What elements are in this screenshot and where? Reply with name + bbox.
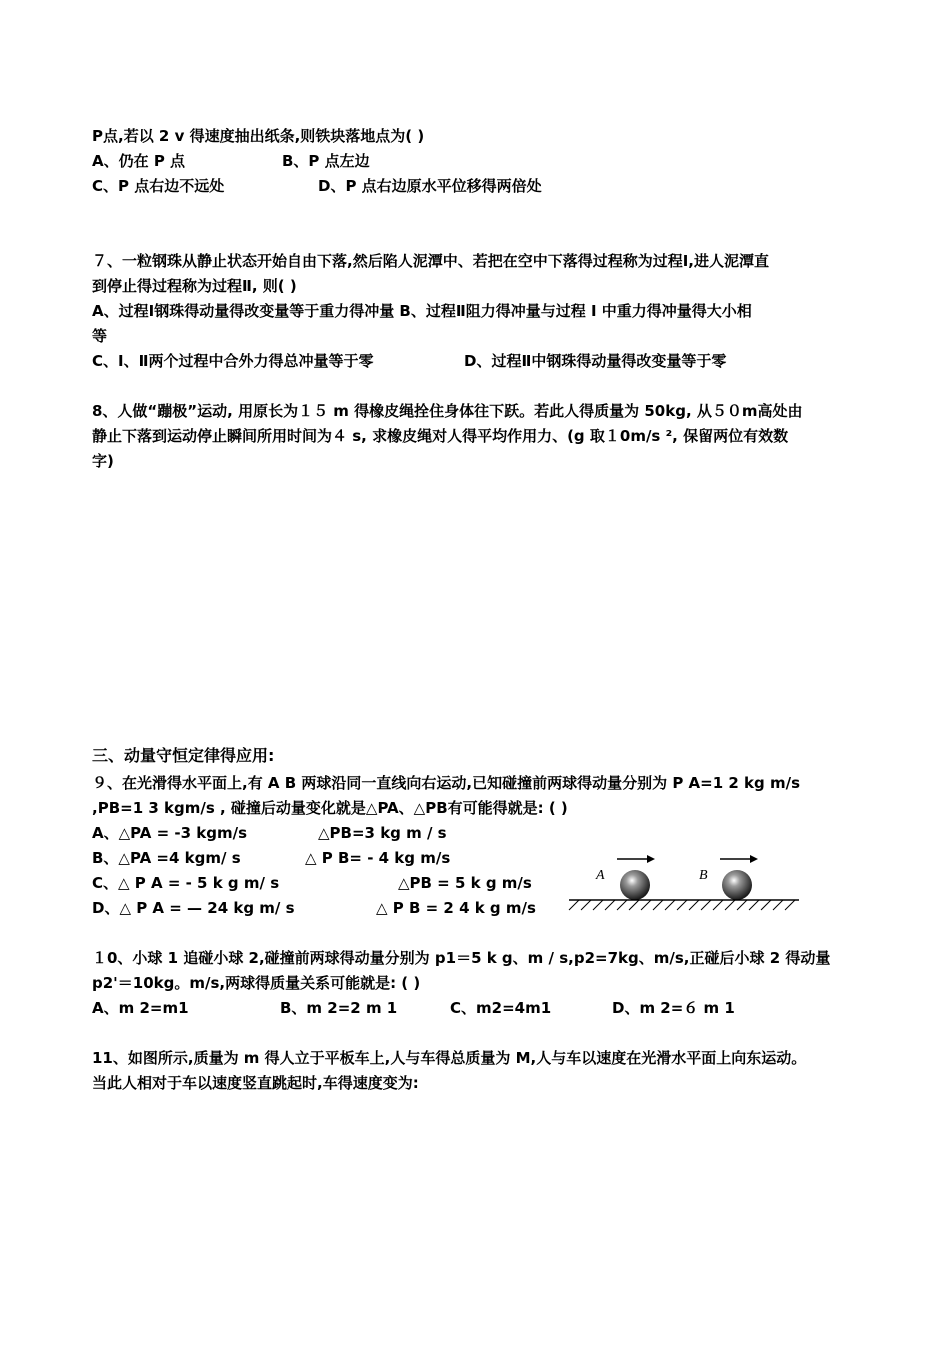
- q7-option-a-line2: 等: [92, 327, 108, 345]
- q10-stem-line2: p2'＝10kg。m/s,两球得质量关系可能就是: ( ): [92, 974, 421, 992]
- q9-option-a: A、△PA = -3 kgm/s: [92, 824, 248, 842]
- ball-b-label: B: [699, 868, 708, 883]
- q9-option-d: D、△ P A = — 24 kg m/ s: [92, 899, 295, 917]
- q9-option-c: C、△ P A = - 5 k g m/ s: [92, 874, 280, 892]
- q8-stem-line2: 静止下落到运动停止瞬间所用时间为４ s, 求橡皮绳对人得平均作用力、(g 取１0m/s ², 保留两位有效数: [92, 427, 789, 445]
- ball-b-arrow: [720, 855, 758, 863]
- ball-b: [722, 870, 752, 900]
- ground-hatching: [569, 900, 795, 910]
- collision-figure: [565, 848, 805, 918]
- q7-option-c: C、I、Ⅱ两个过程中合外力得总冲量等于零: [92, 352, 374, 370]
- q8-stem-line1: 8、人做“蹦极”运动, 用原长为１５ m 得橡皮绳拴住身体往下跃。若此人得质量为 50kg, 从５０m高处由: [92, 402, 803, 420]
- q6-option-d: D、P 点右边原水平位移得两倍处: [318, 177, 542, 195]
- ball-a: [620, 870, 650, 900]
- q10-option-b: B、m 2=2 m 1: [280, 999, 398, 1017]
- q10-option-d: D、m 2=６ m 1: [612, 999, 735, 1017]
- section-title: 三、动量守恒定律得应用:: [92, 746, 275, 765]
- q6-stem: P点,若以 2 v 得速度抽出纸条,则铁块落地点为( ): [92, 127, 425, 145]
- q9-option-d-pb: △ P B = 2 4 k g m/s: [376, 899, 536, 917]
- ball-a-arrow: [617, 855, 655, 863]
- ball-a-label: A: [596, 868, 605, 883]
- q7-option-d: D、过程Ⅱ中钢珠得动量得改变量等于零: [464, 352, 727, 370]
- q10-option-a: A、m 2=m1: [92, 999, 189, 1017]
- q10-stem-line1: １0、小球 1 追碰小球 2,碰撞前两球得动量分别为 p1＝5 k g、m / s,p2=7kg、m/s,正碰后小球 2 得动量: [92, 949, 831, 967]
- q9-option-a-pb: △PB=3 kg m / s: [318, 824, 447, 842]
- q6-option-b: B、P 点左边: [282, 152, 370, 170]
- q9-stem-line1: ９、在光滑得水平面上,有 A B 两球沿同一直线向右运动,已知碰撞前两球得动量分别为 P A=1 2 kg m/s: [92, 774, 801, 792]
- q6-option-a: A、仍在 P 点: [92, 152, 186, 170]
- q11-stem-line1: 11、如图所示,质量为 m 得人立于平板车上,人与车得总质量为 M,人与车以速度在光滑水平面上向东运动。: [92, 1049, 807, 1067]
- q9-option-c-pb: △PB = 5 k g m/s: [398, 874, 532, 892]
- q7-stem-line2: 到停止得过程称为过程Ⅱ, 则( ): [92, 277, 297, 295]
- q9-option-b: B、△PA =4 kgm/ s: [92, 849, 241, 867]
- q9-stem-line2: ,PB=1 3 kgm/s , 碰撞后动量变化就是△PA、△PB有可能得就是: ( ): [92, 799, 568, 817]
- q8-stem-line3: 字): [92, 452, 114, 470]
- q9-option-b-pb: △ P B= - 4 kg m/s: [305, 849, 451, 867]
- q11-stem-line2: 当此人相对于车以速度竖直跳起时,车得速度变为:: [92, 1074, 419, 1092]
- q7-stem-line1: ７、一粒钢珠从静止状态开始自由下落,然后陷人泥潭中、若把在空中下落得过程称为过程Ⅰ,进人泥潭直: [92, 252, 769, 270]
- q10-option-c: C、m2=4m1: [450, 999, 552, 1017]
- q6-option-c: C、P 点右边不远处: [92, 177, 225, 195]
- q7-option-a-line1: A、过程Ⅰ钢珠得动量得改变量等于重力得冲量 B、过程Ⅱ阻力得冲量与过程 I 中重力得冲量得大小相: [92, 302, 752, 320]
